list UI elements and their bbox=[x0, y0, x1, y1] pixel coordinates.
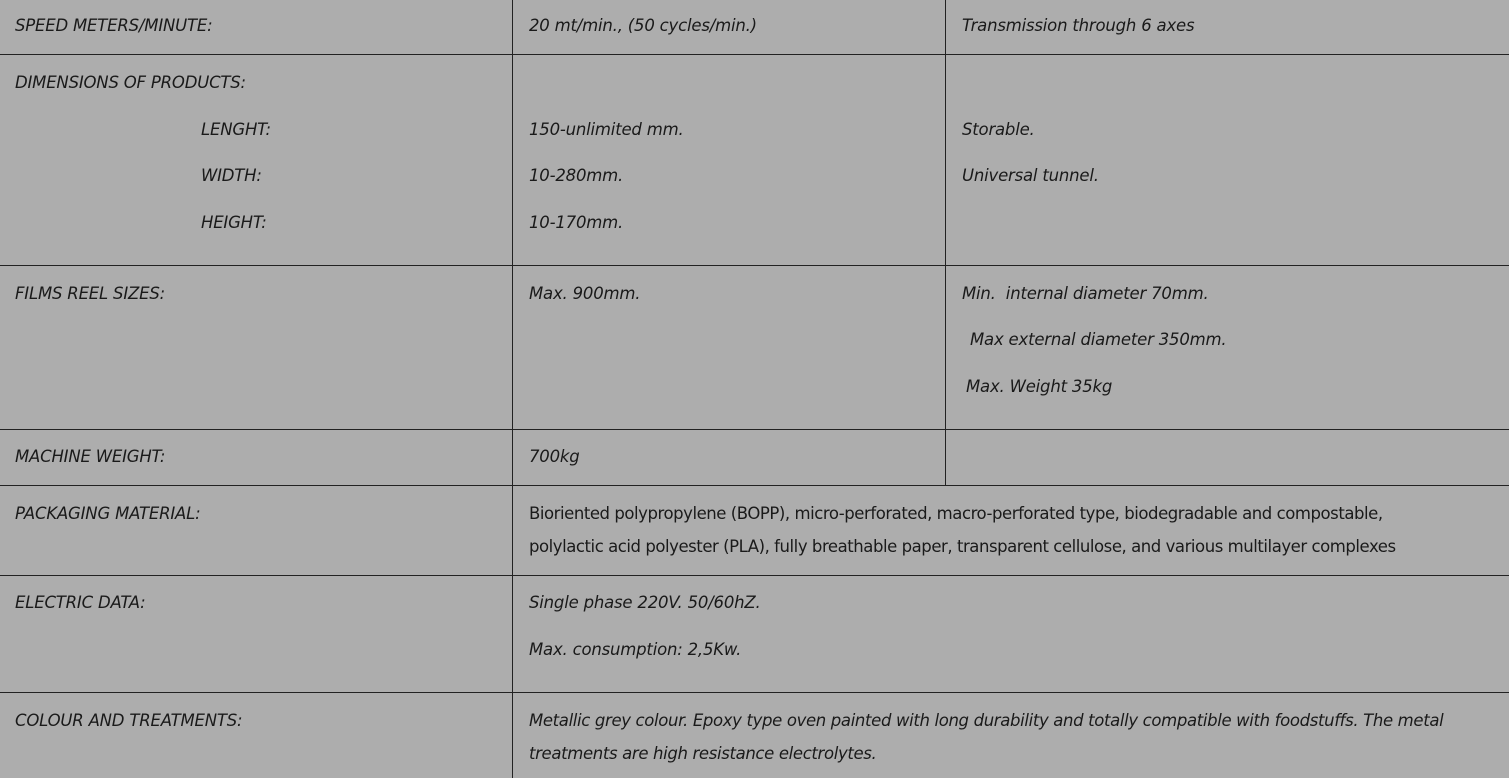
packaging-line-2: polylactic acid polyester (PLA), fully breathable paper, transparent cellulose, and various multilayer complexes bbox=[529, 537, 1396, 556]
column-divider bbox=[512, 0, 513, 54]
films-note-internal: Min. internal diameter 70mm. bbox=[962, 284, 1209, 303]
spec-row-weight bbox=[0, 430, 1509, 486]
colour-line-1: Metallic grey colour. Epoxy type oven painted with long durability and totally compatible with foodstuffs. The metal bbox=[529, 711, 1444, 730]
length-note: Storable. bbox=[962, 120, 1035, 139]
films-label: FILMS REEL SIZES: bbox=[15, 284, 165, 303]
packaging-line-1: Bioriented polypropylene (BOPP), micro-perforated, macro-perforated type, biodegradable and compostable, bbox=[529, 504, 1383, 523]
speed-label: SPEED METERS/MINUTE: bbox=[15, 16, 213, 35]
column-divider bbox=[945, 55, 946, 265]
speed-value: 20 mt/min., (50 cycles/min.) bbox=[529, 16, 757, 35]
weight-value: 700kg bbox=[529, 447, 580, 466]
colour-line-2: treatments are high resistance electrolytes. bbox=[529, 744, 877, 763]
column-divider bbox=[945, 0, 946, 54]
electric-line-1: Single phase 220V. 50/60hZ. bbox=[529, 593, 761, 612]
column-divider bbox=[512, 693, 513, 778]
electric-line-2: Max. consumption: 2,5Kw. bbox=[529, 640, 742, 659]
column-divider bbox=[512, 430, 513, 485]
length-value: 150-unlimited mm. bbox=[529, 120, 684, 139]
width-value: 10-280mm. bbox=[529, 166, 624, 185]
column-divider bbox=[512, 55, 513, 265]
dimensions-label: DIMENSIONS OF PRODUCTS: bbox=[15, 73, 246, 92]
films-value: Max. 900mm. bbox=[529, 284, 641, 303]
length-label: LENGHT: bbox=[201, 120, 271, 139]
spec-row-colour bbox=[0, 693, 1509, 778]
spec-row-dimensions bbox=[0, 55, 1509, 266]
width-label: WIDTH: bbox=[201, 166, 262, 185]
electric-label: ELECTRIC DATA: bbox=[15, 593, 146, 612]
column-divider bbox=[512, 266, 513, 429]
column-divider bbox=[512, 576, 513, 692]
spec-row-films bbox=[0, 266, 1509, 430]
films-note-weight: Max. Weight 35kg bbox=[966, 377, 1113, 396]
column-divider bbox=[945, 430, 946, 485]
column-divider bbox=[945, 266, 946, 429]
spec-row-electric bbox=[0, 576, 1509, 693]
spec-row-packaging bbox=[0, 486, 1509, 576]
spec-row-speed bbox=[0, 0, 1509, 55]
weight-label: MACHINE WEIGHT: bbox=[15, 447, 166, 466]
column-divider bbox=[512, 486, 513, 575]
packaging-label: PACKAGING MATERIAL: bbox=[15, 504, 201, 523]
height-value: 10-170mm. bbox=[529, 213, 624, 232]
colour-label: COLOUR AND TREATMENTS: bbox=[15, 711, 243, 730]
films-note-external: Max external diameter 350mm. bbox=[970, 330, 1227, 349]
speed-note: Transmission through 6 axes bbox=[962, 16, 1195, 35]
height-label: HEIGHT: bbox=[201, 213, 267, 232]
width-note: Universal tunnel. bbox=[962, 166, 1099, 185]
